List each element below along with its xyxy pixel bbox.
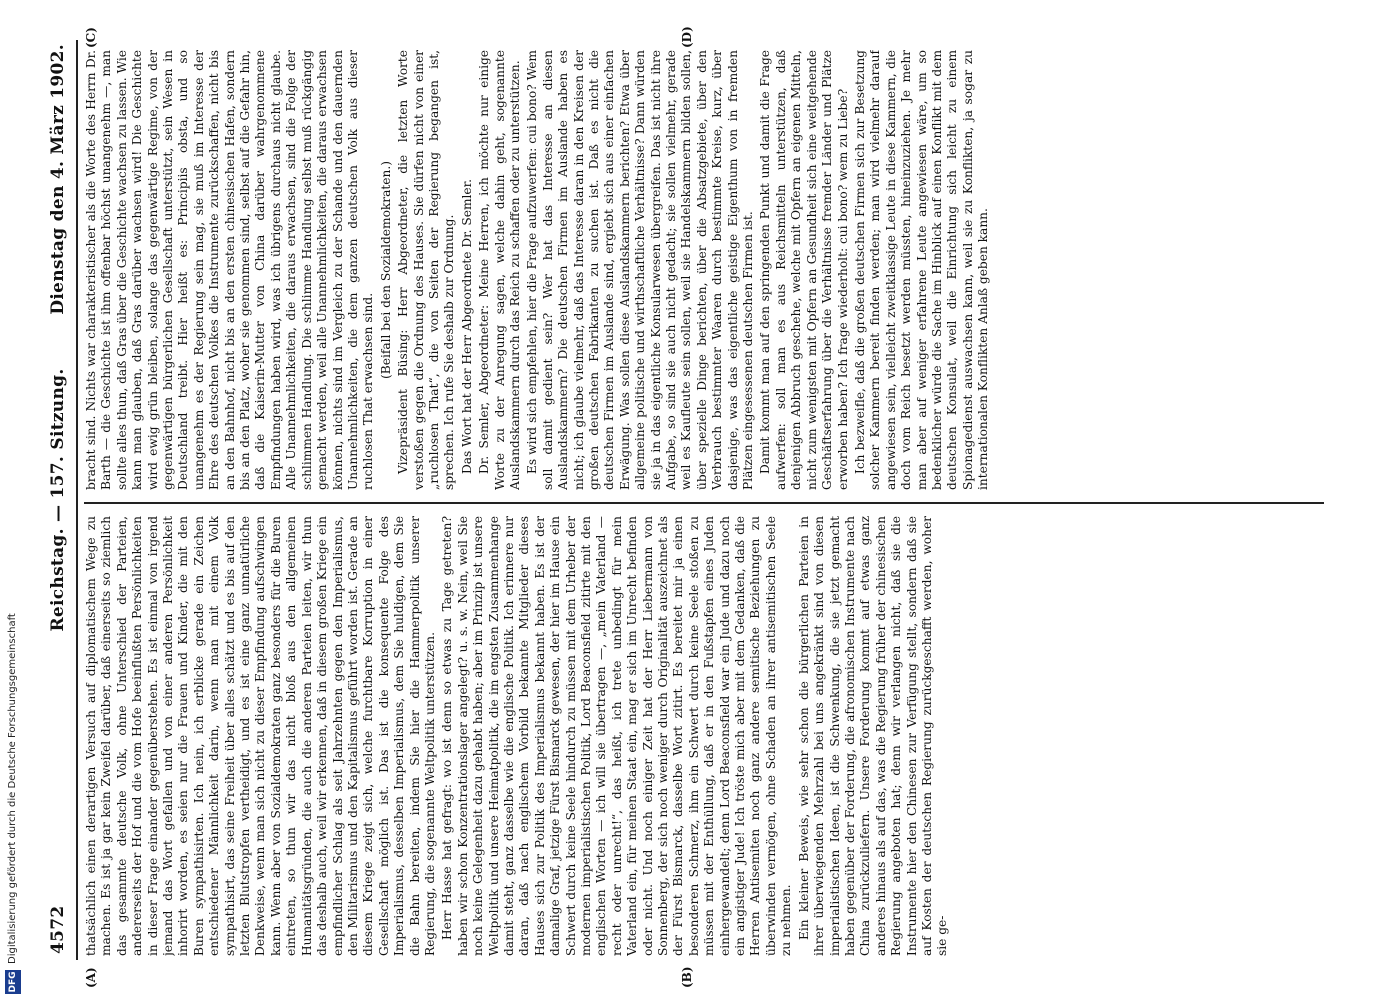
left-column [84, 516, 1324, 956]
right-column [84, 50, 1324, 490]
paragraph: Damit kommt man auf den springenden Punkt und damit die Frage aufwerfen: soll man es aus Reichsmitteln unterstützen, daß denjenigen Abbruch geschehe, welche mit Opfern an eigenen Mitteln, nicht zum wenigsten mit Opfern an Gesundheit sich eine weitgehende Geschäftserfahrung über die Verhältnisse fremder Länder und Plätze erworben haben? Ich frage wiederholt: cui bono? wem zu Liebe? [758, 50, 850, 490]
page-header [40, 40, 74, 960]
paragraph: bracht sind. Nichts war charakteristischer als die Worte des Herrn Dr. Barth — die Geschichte ist ihm offenbar höchst unangenehm —, man sollte alles thun, daß Gras über die Geschichte wachsen zu lassen. Wie kann man glauben, daß Gras darüber wachsen wird! Die Geschichte wird ewig grün bleiben, solange das gegenwärtige Regime, von der gegenwärtigen bürgerlichen Gesellschaft unterstützt, sein Wesen in Deutschland treibt. Hier heißt es: Principiis obsta, und so unangenehm es der Regierung sein mag, sie muß im Interesse der Ehre des deutschen Volkes die Instrumente zurückschaffen, nicht bis an den Bahnhof, nicht bis an den ersten chinesischen Hafen, sondern bis an den Platz, woher sie genommen sind, selbst auf die Gefahr hin, daß die Kaiserin-Mutter von China darüber wahrgenommene Empfindungen haben wird, was ich übrigens durchaus nicht glaube. Alle Unannehmlichkeiten, die daraus erwachsen, sind die Folge der schlimmen Handlung. Die schlimme Handlung selbst muß rückgängig gemacht werden, weil alle Unannehmlichkeiten, die daraus erwachsen können, nichts sind im Vergleich zu der Schande und den dauernden Unannehmlichkeiten, die dem ganzen deutschen Volk aus dieser ruchlosen That erwachsen sind. [84, 50, 376, 490]
header-rule [76, 40, 78, 960]
paragraph: Ein kleiner Beweis, wie sehr schon die bürgerlichen Parteien in ihrer überwiegenden Mehrzahl bei uns angekränkt sind von diesen imperialistischen Ideen, ist die Schwenkung, die sie jetzt gemacht haben gegenüber der Forderung, die afronomischen Instrumente nach China zurückzuliefern. Unsere Forderung kommt auf etwas ganz anderes hinaus als auf das, was die Regierung früher der chinesischen Regierung angeboten hat; denn wir verlangen nicht, daß sie die Instrumente hier den Chinesen zur Verfügung stellt, sondern daß sie auf Kosten der deutschen Regierung zurückgeschafft werden, woher sie ge- [796, 516, 950, 956]
paragraph: Herr Hasse hat gefragt: wo ist denn so etwas zu Tage getreten? haben wir schon Konzentrationslager angelegt? u. s. w. Nein, weil Sie noch keine Gelegenheit dazu gehabt haben; aber im Prinzip ist unsere Weltpolitik und unsere Heimatpolitik, die im engsten Zusammenhange damit steht, ganz dasselbe wie die englische Politik. Ich erinnere nur daran, daß nach englischem Vorbild bekannte Mitglieder dieses Hauses sich zur Politik des Imperialismus bekannt haben. Es ist der damalige Graf, jetzige Fürst Bismarck gewesen, der hier im Hause ein Schwert durch keine Seele hindurch zu müssen mit dem Urheber der modernen imperialistischen Politik, Lord Beaconsfield zitirte mit den englischen Worten — ich will sie übertragen —, „mein Vaterland — recht oder unrecht!“, das heißt, ich trete unbedingt für mein Vaterland ein, für meinen Staat ein, mag er sich im Unrecht befinden oder nicht. Und noch einiger Zeit hat der Herr Liebermann von Sonnenberg, der sich noch weniger durch Originalität auszeichnet als der Fürst Bismarck, dasselbe Wort zitirt. Es bereitet mir ja einen besonderen Schmerz, ihm ein Schwert durch keine Seele stoßen zu müssen mit der Enthüllung, daß er in den Fußstapfen eines Juden einhergewandelt; denn Lord Beaconsfield war ein Jude und dazu noch ein angistiger Jude! Ich tröste mich aber mit dem Gedanken, daß die Herren Antisemiten noch ganz andere semitische Beziehungen zu überwinden vermögen, ohne Schaden an ihrer antisemitischen Seele zu nehmen. [440, 516, 794, 956]
paragraph: Das Wort hat der Herr Abgeordnete Dr. Semler. [459, 179, 474, 474]
margin-mark-c: (C) [84, 27, 98, 48]
page-date: Dienstag den 4. März 1902. [48, 44, 68, 315]
paragraph: Vizepräsident Büsing: Herr Abgeordneter, die letzten Worte verstoßen gegen die Ordnung des Hauses. Sie dürfen nicht von einer „ruchlosen That“, die von Seiten der Regierung begangen ist, sprechen. Ich rufe Sie deshalb zur Ordnung. [396, 50, 457, 490]
paragraph: Ich bezweifle, daß die großen deutschen Firmen sich zur Besetzung solcher Kammern bereit finden werden; man wird vielmehr darauf angewiesen sein, vielleicht zweitklassige Leute in diese Kammern, die doch vom Reich besetzt werden müssten, hineinzuziehen. Je mehr man aber auf weniger erfahrene Leute angewiesen wäre, um so bedenklicher würde die Sache im Hinblick auf einen Konflikt mit dem deutschen Konsulat, weil die Einrichtung sich leicht zu einem Spionagedienst auswachsen kann, weil sie zu Konflikten, ja sogar zu internationalen Konflikten Anlaß geben kann. [852, 50, 991, 490]
margin-mark-d: (D) [680, 26, 694, 48]
page-number: 4572 [48, 905, 68, 954]
dfg-logo-icon: DFG [5, 970, 21, 994]
applause-note: (Beifall bei den Sozialdemokraten.) [378, 161, 393, 379]
margin-mark-a: (A) [84, 967, 98, 988]
paragraph: Es wird sich empfehlen, hier die Frage aufzuwerfen: cui bono? Wem soll damit gedient sein? Wer hat das Interesse an diesen Auslandskammern? Die deutschen Firmen im Auslande haben es nicht; ich glaube vielmehr, daß das Interesse daran in den Kreisen der großen deutschen Fabrikanten zu suchen ist. Daß es nicht die deutschen Firmen im Auslande sind, ergiebt sich aus einer einfachen Erwägung. Was sollen diese Auslandskammern berichten? Etwa über allgemeine politische und wirthschaftliche Verhältnisse? Dann würden sie ja in das eigentliche Konsularwesen übergreifen. Das ist nicht ihre Aufgabe, so sind sie auch nicht gedacht; sie sollen vielmehr, gerade weil es Kaufleute sein sollen, weil sie Handelskammern bilden sollen, über spezielle Dinge berichten, über die Absatzgebiete, über den Verbrauch bestimmter Waaren durch bestimmte Kreise, kurz, über dasjenige, was das eigentliche geistige Eigenthum von in fremden Plätzen eingesessenen deutschen Firmen ist. [525, 50, 756, 490]
rotated-newspaper-page [40, 26, 1330, 988]
funding-note: Digitalisierung gefördert durch die Deutsche Forschungsgemeinschaft [7, 613, 18, 964]
page-title: Reichstag. — 157. Sitzung. [48, 368, 68, 632]
paragraph: Dr. Semler, Abgeordneter: Meine Herren, ich möchte nur einige Worte zu der Anregung sagen, welche dahin geht, sogenannte Auslandskammern durch das Reich zu schaffen oder zu unterstützen. [477, 50, 522, 490]
margin-mark-b: (B) [680, 966, 694, 988]
funding-footer [2, 0, 26, 996]
paragraph: thatsächlich einen derartigen Versuch auf diplomatischem Wege zu machen. Es ist ja gar kein Zweifel darüber, daß einerseits so ziemlich das gesammte deutsche Volk, ohne Unterschied der Parteien, andererseits der Hof und die vom Hofe beeinflußten Persönlichkeiten in dieser Frage einander gegenüberstehen. Es ist einmal von irgend jemand das Wort gefallen und von einer anderen Persönlichkeit inhorirt worden, es seien nur die Frauen und Kinder, die mit den Buren sympathisirten. Ich nein, ich erblicke gerade ein Zeichen entschiedener Männlichkeit darin, wenn man mit einem Volk sympathisirt, das seine Freiheit über alles schätzt und es bis auf den letzten Blutstropfen vertheidigt, und es ist eine ganz unnatürliche Denkweise, wenn man sich nicht zu dieser Empfindung aufschwingen kann. Wenn aber von Sozialdemokraten ganz besonders für die Buren eintreten, so thun wir das nicht bloß aus den allgemeinen Humanitätsgründen, die auch die anderen Parteien leiten, wir thun das deshalb auch, weil wir erkennen, daß in diesem großen Kriege ein empfindlicher Schlag als seit Jahrzehnten gegen den Imperialismus, den Militarismus und den Kapitalismus geführt worden ist. Gerade an diesem Kriege zeigt sich, welche furchtbare Korruption in einer Gesellschaft möglich ist. Das ist die konsequente Folge des Imperialismus, desselben Imperialismus, dem Sie huldigen, dem Sie die Bahn bereiten, indem Sie hier die Hammerpolitik unserer Regierung, die sogenannte Weltpolitik unterstützen. [84, 516, 437, 956]
column-rule [84, 502, 1324, 504]
